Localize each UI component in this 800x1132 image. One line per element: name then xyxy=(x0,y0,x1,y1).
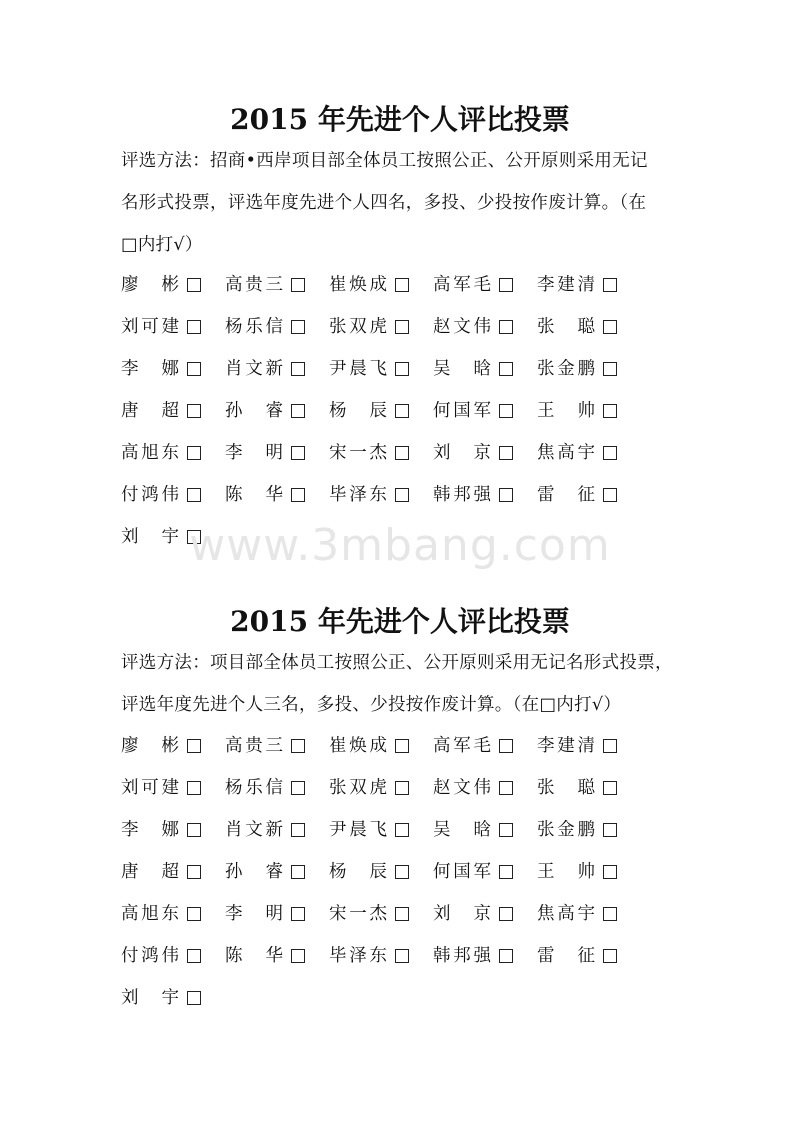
candidate-item xyxy=(225,851,329,893)
candidate-row xyxy=(121,851,641,893)
candidate-item xyxy=(433,348,537,390)
vote-checkbox[interactable] xyxy=(603,320,617,334)
vote-checkbox[interactable] xyxy=(395,362,409,376)
vote-checkbox[interactable] xyxy=(395,488,409,502)
vote-checkbox[interactable] xyxy=(499,446,513,460)
vote-checkbox[interactable] xyxy=(291,823,305,837)
candidate-item xyxy=(329,893,433,935)
candidate-row xyxy=(121,725,641,767)
candidate-item xyxy=(121,893,225,935)
candidate-name: 张 聪 xyxy=(537,317,595,337)
candidate-item xyxy=(225,893,329,935)
candidate-name: 张双虎 xyxy=(329,778,387,798)
candidate-item xyxy=(225,767,329,809)
candidate-name: 李 娜 xyxy=(121,820,179,840)
candidate-name: 廖 彬 xyxy=(121,736,179,756)
vote-checkbox[interactable] xyxy=(499,278,513,292)
candidate-name: 杨乐信 xyxy=(225,778,283,798)
form-2-instructions-line-2: 评选年度先进个人三名，多投、少投按作废计算。（在□内打√） xyxy=(121,695,622,715)
vote-checkbox[interactable] xyxy=(603,865,617,879)
candidate-name: 宋一杰 xyxy=(329,443,387,463)
candidate-row xyxy=(121,935,641,977)
vote-checkbox[interactable] xyxy=(395,823,409,837)
form-2-instructions-line-1: 评选方法：项目部全体员工按照公正、公开原则采用无记名形式投票， xyxy=(121,653,673,673)
candidate-name: 高旭东 xyxy=(121,904,179,924)
candidate-item xyxy=(121,767,225,809)
vote-checkbox[interactable] xyxy=(603,404,617,418)
candidate-item xyxy=(329,348,433,390)
vote-checkbox[interactable] xyxy=(291,739,305,753)
candidate-item xyxy=(121,809,225,851)
candidate-name: 吴 晗 xyxy=(433,820,491,840)
form-1-instructions-line-2: 名形式投票，评选年度先进个人四名，多投、少投按作废计算。（在 xyxy=(121,193,647,213)
vote-checkbox[interactable] xyxy=(291,404,305,418)
candidate-name: 陈 华 xyxy=(225,485,283,505)
candidate-item xyxy=(537,935,641,977)
candidate-item xyxy=(225,432,329,474)
candidate-name: 杨 辰 xyxy=(329,862,387,882)
candidate-row xyxy=(121,390,641,432)
candidate-name: 孙 睿 xyxy=(225,862,283,882)
vote-checkbox[interactable] xyxy=(291,278,305,292)
vote-checkbox[interactable] xyxy=(603,949,617,963)
vote-checkbox[interactable] xyxy=(187,488,201,502)
candidate-item xyxy=(433,725,537,767)
candidate-name: 孙 睿 xyxy=(225,401,283,421)
candidate-name: 雷 征 xyxy=(537,485,595,505)
candidate-row xyxy=(121,809,641,851)
candidate-item xyxy=(433,893,537,935)
vote-checkbox[interactable] xyxy=(291,949,305,963)
candidate-name: 李 娜 xyxy=(121,359,179,379)
candidate-item xyxy=(537,306,641,348)
candidate-name: 崔焕成 xyxy=(329,275,387,295)
candidate-name: 李 明 xyxy=(225,443,283,463)
vote-checkbox[interactable] xyxy=(603,907,617,921)
candidate-name: 王 帅 xyxy=(537,401,595,421)
candidate-item xyxy=(329,432,433,474)
candidate-item xyxy=(433,306,537,348)
candidate-item xyxy=(329,767,433,809)
vote-checkbox[interactable] xyxy=(395,320,409,334)
vote-checkbox[interactable] xyxy=(499,949,513,963)
candidate-name: 肖文新 xyxy=(225,820,283,840)
vote-checkbox[interactable] xyxy=(499,404,513,418)
candidate-name: 焦高宇 xyxy=(537,443,595,463)
vote-checkbox[interactable] xyxy=(395,739,409,753)
candidate-item xyxy=(433,935,537,977)
candidate-row xyxy=(121,767,641,809)
vote-checkbox[interactable] xyxy=(291,488,305,502)
candidate-name: 尹晨飞 xyxy=(329,820,387,840)
candidate-item xyxy=(329,264,433,306)
candidate-name: 肖文新 xyxy=(225,359,283,379)
candidate-item xyxy=(225,348,329,390)
candidate-row xyxy=(121,348,641,390)
candidate-item xyxy=(329,851,433,893)
candidate-name: 张 聪 xyxy=(537,778,595,798)
vote-checkbox[interactable] xyxy=(187,320,201,334)
vote-checkbox[interactable] xyxy=(187,781,201,795)
candidate-item xyxy=(537,809,641,851)
vote-checkbox[interactable] xyxy=(395,865,409,879)
vote-checkbox[interactable] xyxy=(603,278,617,292)
vote-checkbox[interactable] xyxy=(291,446,305,460)
candidate-name: 李 明 xyxy=(225,904,283,924)
vote-checkbox[interactable] xyxy=(395,446,409,460)
vote-checkbox[interactable] xyxy=(395,404,409,418)
vote-checkbox[interactable] xyxy=(603,488,617,502)
vote-checkbox[interactable] xyxy=(603,823,617,837)
vote-checkbox[interactable] xyxy=(499,907,513,921)
candidate-name: 杨 辰 xyxy=(329,401,387,421)
candidate-item xyxy=(225,264,329,306)
vote-checkbox[interactable] xyxy=(187,949,201,963)
candidate-name: 刘 京 xyxy=(433,443,491,463)
vote-checkbox[interactable] xyxy=(187,404,201,418)
candidate-name: 刘 宇 xyxy=(121,527,179,547)
candidate-item xyxy=(225,390,329,432)
candidate-name: 付鸿伟 xyxy=(121,946,179,966)
vote-checkbox[interactable] xyxy=(499,865,513,879)
candidate-item xyxy=(329,474,433,516)
vote-checkbox[interactable] xyxy=(291,907,305,921)
candidate-name: 唐 超 xyxy=(121,401,179,421)
candidate-name: 李建清 xyxy=(537,736,595,756)
candidate-item xyxy=(121,348,225,390)
candidate-item xyxy=(537,767,641,809)
vote-checkbox[interactable] xyxy=(187,446,201,460)
candidate-item xyxy=(225,306,329,348)
vote-checkbox[interactable] xyxy=(187,362,201,376)
vote-checkbox[interactable] xyxy=(499,320,513,334)
candidate-item xyxy=(433,390,537,432)
candidate-name: 毕泽东 xyxy=(329,485,387,505)
vote-checkbox[interactable] xyxy=(187,278,201,292)
candidate-name: 付鸿伟 xyxy=(121,485,179,505)
watermark: www.3mbang.com xyxy=(189,520,611,571)
candidate-name: 赵文伟 xyxy=(433,778,491,798)
form-2-candidate-grid xyxy=(121,725,641,1019)
candidate-row xyxy=(121,893,641,935)
candidate-item xyxy=(225,935,329,977)
candidate-item xyxy=(121,306,225,348)
candidate-name: 张金鹏 xyxy=(537,359,595,379)
vote-checkbox[interactable] xyxy=(499,739,513,753)
candidate-name: 刘 宇 xyxy=(121,988,179,1008)
candidate-item xyxy=(329,935,433,977)
vote-checkbox[interactable] xyxy=(395,781,409,795)
candidate-row xyxy=(121,977,641,1019)
candidate-item xyxy=(537,725,641,767)
candidate-row xyxy=(121,474,641,516)
candidate-name: 吴 晗 xyxy=(433,359,491,379)
candidate-item xyxy=(121,851,225,893)
candidate-item xyxy=(329,390,433,432)
candidate-name: 高贵三 xyxy=(225,736,283,756)
candidate-name: 崔焕成 xyxy=(329,736,387,756)
vote-checkbox[interactable] xyxy=(187,991,201,1005)
candidate-item xyxy=(433,264,537,306)
vote-checkbox[interactable] xyxy=(395,278,409,292)
candidate-name: 高贵三 xyxy=(225,275,283,295)
vote-checkbox[interactable] xyxy=(187,739,201,753)
candidate-row xyxy=(121,306,641,348)
candidate-row xyxy=(121,432,641,474)
form-1-instructions-line-1: 评选方法：招商•西岸项目部全体员工按照公正、公开原则采用无记 xyxy=(121,151,648,171)
vote-checkbox[interactable] xyxy=(187,823,201,837)
candidate-item xyxy=(225,474,329,516)
candidate-name: 刘可建 xyxy=(121,317,179,337)
candidate-name: 高旭东 xyxy=(121,443,179,463)
candidate-item xyxy=(433,474,537,516)
vote-checkbox[interactable] xyxy=(395,949,409,963)
vote-checkbox[interactable] xyxy=(499,488,513,502)
candidate-item xyxy=(121,977,225,1019)
candidate-name: 刘 京 xyxy=(433,904,491,924)
vote-checkbox[interactable] xyxy=(499,823,513,837)
vote-checkbox[interactable] xyxy=(291,865,305,879)
vote-checkbox[interactable] xyxy=(603,781,617,795)
vote-checkbox[interactable] xyxy=(291,320,305,334)
candidate-name: 张金鹏 xyxy=(537,820,595,840)
candidate-row xyxy=(121,264,641,306)
candidate-item xyxy=(121,390,225,432)
candidate-item xyxy=(537,390,641,432)
candidate-item xyxy=(433,851,537,893)
candidate-item xyxy=(225,725,329,767)
vote-checkbox[interactable] xyxy=(603,446,617,460)
vote-checkbox[interactable] xyxy=(187,907,201,921)
vote-checkbox[interactable] xyxy=(395,907,409,921)
candidate-name: 焦高宇 xyxy=(537,904,595,924)
vote-checkbox[interactable] xyxy=(603,362,617,376)
candidate-name: 韩邦强 xyxy=(433,946,491,966)
candidate-name: 李建清 xyxy=(537,275,595,295)
candidate-item xyxy=(433,432,537,474)
candidate-name: 韩邦强 xyxy=(433,485,491,505)
form-1-instructions xyxy=(121,140,686,266)
vote-checkbox[interactable] xyxy=(291,362,305,376)
candidate-item xyxy=(121,474,225,516)
candidate-name: 宋一杰 xyxy=(329,904,387,924)
candidate-name: 何国军 xyxy=(433,401,491,421)
candidate-name: 高军毛 xyxy=(433,275,491,295)
form-1-instructions-line-3: □内打√） xyxy=(121,235,203,255)
candidate-name: 赵文伟 xyxy=(433,317,491,337)
candidate-name: 尹晨飞 xyxy=(329,359,387,379)
vote-checkbox[interactable] xyxy=(499,781,513,795)
form-1-candidate-grid xyxy=(121,264,641,558)
vote-checkbox[interactable] xyxy=(187,865,201,879)
candidate-name: 王 帅 xyxy=(537,862,595,882)
candidate-name: 毕泽东 xyxy=(329,946,387,966)
candidate-item xyxy=(121,935,225,977)
candidate-name: 雷 征 xyxy=(537,946,595,966)
candidate-item xyxy=(537,474,641,516)
form-1-title: 2015 年先进个人评比投票 xyxy=(230,103,570,136)
candidate-item xyxy=(329,306,433,348)
candidate-name: 高军毛 xyxy=(433,736,491,756)
candidate-item xyxy=(433,809,537,851)
vote-checkbox[interactable] xyxy=(291,781,305,795)
vote-checkbox[interactable] xyxy=(499,362,513,376)
candidate-name: 杨乐信 xyxy=(225,317,283,337)
candidate-item xyxy=(537,264,641,306)
candidate-name: 刘可建 xyxy=(121,778,179,798)
candidate-name: 张双虎 xyxy=(329,317,387,337)
candidate-item xyxy=(537,432,641,474)
candidate-item xyxy=(121,264,225,306)
form-2-instructions xyxy=(121,642,686,726)
candidate-item xyxy=(225,809,329,851)
candidate-name: 陈 华 xyxy=(225,946,283,966)
candidate-item xyxy=(121,432,225,474)
vote-checkbox[interactable] xyxy=(603,739,617,753)
candidate-item xyxy=(329,725,433,767)
candidate-name: 何国军 xyxy=(433,862,491,882)
candidate-item xyxy=(329,809,433,851)
form-2-title: 2015 年先进个人评比投票 xyxy=(230,605,570,638)
candidate-name: 廖 彬 xyxy=(121,275,179,295)
candidate-item xyxy=(537,348,641,390)
candidate-item xyxy=(537,893,641,935)
candidate-item xyxy=(121,725,225,767)
candidate-item xyxy=(433,767,537,809)
candidate-item xyxy=(537,851,641,893)
candidate-name: 唐 超 xyxy=(121,862,179,882)
